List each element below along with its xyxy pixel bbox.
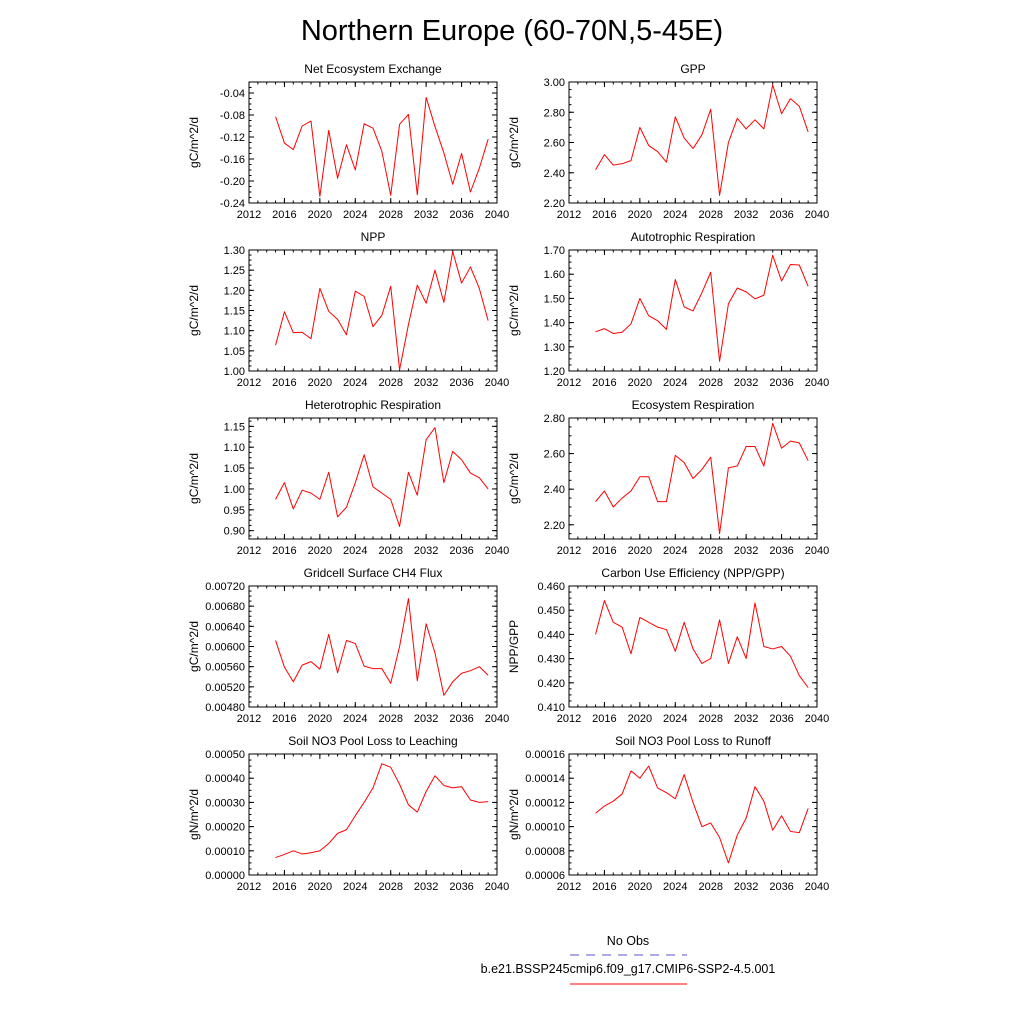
x-tick-label: 2028 xyxy=(698,545,723,557)
y-tick-label: 1.05 xyxy=(223,345,245,358)
x-tick-label: 2024 xyxy=(663,713,688,725)
x-tick-label: 2032 xyxy=(733,545,759,557)
x-tick-label: 2024 xyxy=(343,377,368,389)
x-tick-label: 2032 xyxy=(413,209,439,221)
panel-soil-no3-pool-loss-to-runoff xyxy=(507,734,829,893)
x-tick-label: 2040 xyxy=(804,377,830,389)
y-tick-label: -0.04 xyxy=(219,88,245,100)
x-tick-label: 2012 xyxy=(236,713,262,725)
x-tick-label: 2012 xyxy=(556,881,582,893)
x-tick-label: 2016 xyxy=(592,377,617,389)
x-tick-label: 2032 xyxy=(413,881,439,893)
x-tick-label: 2036 xyxy=(769,713,794,725)
x-tick-label: 2020 xyxy=(307,713,333,725)
x-tick-label: 2032 xyxy=(733,881,759,893)
x-tick-label: 2036 xyxy=(769,209,794,221)
y-tick-label: 0.95 xyxy=(223,504,245,517)
x-tick-label: 2036 xyxy=(449,545,474,557)
y-tick-label: 1.10 xyxy=(223,442,245,455)
y-tick-label: 0.00720 xyxy=(205,581,245,593)
y-axis-label: gN/m^2/d xyxy=(507,789,521,840)
y-axis-label: gC/m^2/d xyxy=(187,453,201,504)
x-tick-label: 2020 xyxy=(307,881,333,893)
y-tick-label: 0.00006 xyxy=(525,870,565,882)
panel-gpp xyxy=(507,62,829,221)
x-tick-label: 2032 xyxy=(733,209,759,221)
legend-label-no-obs: No Obs xyxy=(606,934,650,948)
series-line xyxy=(596,601,809,688)
panel-autotrophic-respiration xyxy=(507,230,829,389)
x-tick-label: 2024 xyxy=(663,377,688,389)
y-tick-label: -0.16 xyxy=(219,154,245,166)
panel-npp xyxy=(187,230,509,389)
y-tick-label: 1.40 xyxy=(543,317,565,330)
x-tick-label: 2012 xyxy=(236,377,262,389)
series-line xyxy=(596,85,809,195)
y-tick-label: 0.00010 xyxy=(205,845,245,858)
y-tick-label: 0.430 xyxy=(537,653,565,666)
x-tick-label: 2032 xyxy=(413,713,439,725)
panel-title: Gridcell Surface CH4 Flux xyxy=(303,566,443,580)
x-tick-label: 2016 xyxy=(272,377,297,389)
x-tick-label: 2036 xyxy=(769,377,794,389)
x-tick-label: 2040 xyxy=(484,881,510,893)
panel-soil-no3-pool-loss-to-leaching xyxy=(187,734,509,893)
x-tick-label: 2020 xyxy=(627,545,653,557)
x-tick-label: 2036 xyxy=(449,713,474,725)
series-line xyxy=(276,428,489,527)
x-tick-label: 2028 xyxy=(378,713,403,725)
x-tick-label: 2016 xyxy=(272,209,297,221)
panel-net-ecosystem-exchange xyxy=(187,62,509,221)
panels xyxy=(187,62,829,893)
y-tick-label: 3.00 xyxy=(543,77,565,89)
panel-title: NPP xyxy=(360,230,386,244)
x-tick-label: 2024 xyxy=(663,209,688,221)
y-axis-label: gC/m^2/d xyxy=(187,285,201,336)
y-tick-label: 1.70 xyxy=(543,245,565,257)
y-tick-label: 0.00012 xyxy=(525,797,565,810)
panel-title: Soil NO3 Pool Loss to Runoff xyxy=(615,734,771,748)
y-tick-label: 2.60 xyxy=(543,448,565,461)
y-tick-label: 0.00020 xyxy=(205,821,245,834)
y-axis-label: gC/m^2/d xyxy=(507,117,521,168)
x-tick-label: 2032 xyxy=(733,377,759,389)
x-tick-label: 2040 xyxy=(484,713,510,725)
y-tick-label: 2.60 xyxy=(543,137,565,150)
plot-frame xyxy=(569,754,817,875)
x-tick-label: 2020 xyxy=(307,377,333,389)
figure-title: Northern Europe (60-70N,5-45E) xyxy=(300,15,724,47)
plot-frame xyxy=(249,418,497,539)
series-line xyxy=(276,252,489,370)
x-tick-label: 2032 xyxy=(733,713,759,725)
x-tick-label: 2016 xyxy=(272,713,297,725)
y-tick-label: 1.00 xyxy=(223,366,245,378)
x-tick-label: 2016 xyxy=(272,545,297,557)
y-tick-label: 0.00600 xyxy=(205,641,245,654)
y-axis-label: gN/m^2/d xyxy=(187,789,201,840)
x-tick-label: 2016 xyxy=(592,881,617,893)
y-tick-label: 0.00640 xyxy=(205,621,245,634)
y-tick-label: 2.40 xyxy=(543,167,565,180)
x-tick-label: 2040 xyxy=(804,209,830,221)
x-tick-label: 2036 xyxy=(769,545,794,557)
x-tick-label: 2024 xyxy=(343,881,368,893)
panel-title: Net Ecosystem Exchange xyxy=(304,62,442,76)
y-axis-label: gC/m^2/d xyxy=(187,117,201,168)
y-axis-label: NPP/GPP xyxy=(507,619,521,674)
panel-title: Carbon Use Efficiency (NPP/GPP) xyxy=(601,566,785,580)
y-tick-label: 0.00560 xyxy=(205,661,245,674)
x-tick-label: 2020 xyxy=(627,209,653,221)
x-tick-label: 2020 xyxy=(307,209,333,221)
x-tick-label: 2032 xyxy=(413,377,439,389)
x-tick-label: 2020 xyxy=(307,545,333,557)
x-tick-label: 2032 xyxy=(413,545,439,557)
x-tick-label: 2020 xyxy=(627,713,653,725)
y-tick-label: 1.15 xyxy=(223,421,245,434)
x-tick-label: 2012 xyxy=(236,545,262,557)
y-tick-label: 2.20 xyxy=(543,198,565,210)
x-tick-label: 2024 xyxy=(343,209,368,221)
legend-label-case: b.e21.BSSP245cmip6.f09_g17.CMIP6-SSP2-4.5.001 xyxy=(480,962,776,976)
y-tick-label: 0.440 xyxy=(537,629,565,642)
y-tick-label: 1.60 xyxy=(543,269,565,282)
x-tick-label: 2024 xyxy=(663,545,688,557)
y-tick-label: 2.20 xyxy=(543,519,565,532)
x-tick-label: 2012 xyxy=(556,545,582,557)
x-tick-label: 2016 xyxy=(272,881,297,893)
x-tick-label: 2040 xyxy=(484,545,510,557)
y-tick-label: 1.10 xyxy=(223,325,245,338)
y-tick-label: 1.50 xyxy=(543,293,565,306)
x-tick-label: 2028 xyxy=(698,713,723,725)
panel-heterotrophic-respiration xyxy=(187,398,509,557)
y-tick-label: 0.410 xyxy=(537,702,565,714)
x-tick-label: 2024 xyxy=(343,545,368,557)
y-tick-label: 0.90 xyxy=(223,525,245,538)
y-tick-label: 0.00030 xyxy=(205,797,245,810)
y-tick-label: 0.00050 xyxy=(205,749,245,761)
series-line xyxy=(596,423,809,533)
y-tick-label: 0.00480 xyxy=(205,702,245,714)
x-tick-label: 2024 xyxy=(343,713,368,725)
y-tick-label: 2.80 xyxy=(543,107,565,120)
y-tick-label: 0.00014 xyxy=(525,773,565,786)
y-tick-label: 1.30 xyxy=(223,245,245,257)
x-tick-label: 2036 xyxy=(449,377,474,389)
series-line xyxy=(276,97,489,196)
legend xyxy=(481,934,776,984)
y-tick-label: 1.05 xyxy=(223,463,245,476)
y-tick-label: 0.00008 xyxy=(525,845,565,858)
y-tick-label: 1.30 xyxy=(543,341,565,354)
x-tick-label: 2036 xyxy=(769,881,794,893)
x-tick-label: 2024 xyxy=(663,881,688,893)
plot-frame xyxy=(249,250,497,371)
y-tick-label: 1.20 xyxy=(543,366,565,378)
x-tick-label: 2012 xyxy=(556,377,582,389)
x-tick-label: 2028 xyxy=(378,209,403,221)
series-line xyxy=(596,766,809,863)
y-tick-label: 0.420 xyxy=(537,677,565,690)
x-tick-label: 2036 xyxy=(449,209,474,221)
panel-title: Soil NO3 Pool Loss to Leaching xyxy=(288,734,458,748)
y-tick-label: 1.15 xyxy=(223,305,245,318)
y-tick-label: 0.460 xyxy=(537,581,565,593)
panel-carbon-use-efficiency-npp-gpp xyxy=(507,566,829,725)
x-tick-label: 2012 xyxy=(556,209,582,221)
x-tick-label: 2040 xyxy=(484,209,510,221)
y-tick-label: 1.25 xyxy=(223,265,245,278)
panel-title: Autotrophic Respiration xyxy=(630,230,756,244)
y-tick-label: 0.00016 xyxy=(525,749,565,761)
x-tick-label: 2012 xyxy=(236,209,262,221)
y-tick-label: 0.00680 xyxy=(205,601,245,614)
plot-frame xyxy=(249,586,497,707)
x-tick-label: 2028 xyxy=(378,377,403,389)
panel-gridcell-surface-ch4-flux xyxy=(187,566,509,725)
x-tick-label: 2040 xyxy=(804,545,830,557)
y-tick-label: -0.08 xyxy=(219,110,245,122)
y-tick-label: 2.40 xyxy=(543,484,565,497)
y-tick-label: -0.24 xyxy=(219,198,245,210)
x-tick-label: 2012 xyxy=(556,713,582,725)
x-tick-label: 2040 xyxy=(804,713,830,725)
panel-title: Ecosystem Respiration xyxy=(631,398,755,412)
x-tick-label: 2012 xyxy=(236,881,262,893)
series-line xyxy=(276,764,489,858)
x-tick-label: 2020 xyxy=(627,881,653,893)
x-tick-label: 2020 xyxy=(627,377,653,389)
y-tick-label: 0.00010 xyxy=(525,821,565,834)
x-tick-label: 2028 xyxy=(378,545,403,557)
y-axis-label: gC/m^2/d xyxy=(507,453,521,504)
x-tick-label: 2040 xyxy=(804,881,830,893)
plot-frame xyxy=(569,82,817,203)
x-tick-label: 2028 xyxy=(698,209,723,221)
x-tick-label: 2040 xyxy=(484,377,510,389)
y-tick-label: -0.12 xyxy=(219,132,245,144)
y-tick-label: 2.80 xyxy=(543,413,565,425)
x-tick-label: 2036 xyxy=(449,881,474,893)
y-tick-label: 1.20 xyxy=(223,285,245,298)
y-tick-label: 0.00040 xyxy=(205,773,245,786)
y-tick-label: 0.450 xyxy=(537,605,565,618)
y-axis-label: gC/m^2/d xyxy=(187,621,201,672)
x-tick-label: 2016 xyxy=(592,713,617,725)
x-tick-label: 2028 xyxy=(698,881,723,893)
y-tick-label: -0.20 xyxy=(219,176,245,188)
y-tick-label: 1.00 xyxy=(223,483,245,496)
x-tick-label: 2028 xyxy=(378,881,403,893)
plot-frame xyxy=(249,82,497,203)
x-tick-label: 2016 xyxy=(592,545,617,557)
y-tick-label: 0.00520 xyxy=(205,681,245,694)
series-line xyxy=(276,599,489,696)
plot-frame xyxy=(249,754,497,875)
panel-title: GPP xyxy=(680,62,706,76)
y-axis-label: gC/m^2/d xyxy=(507,285,521,336)
x-tick-label: 2028 xyxy=(698,377,723,389)
panel-ecosystem-respiration xyxy=(507,398,829,557)
y-tick-label: 0.00000 xyxy=(205,870,245,882)
panel-title: Heterotrophic Respiration xyxy=(304,398,442,412)
series-line xyxy=(596,255,809,361)
x-tick-label: 2016 xyxy=(592,209,617,221)
